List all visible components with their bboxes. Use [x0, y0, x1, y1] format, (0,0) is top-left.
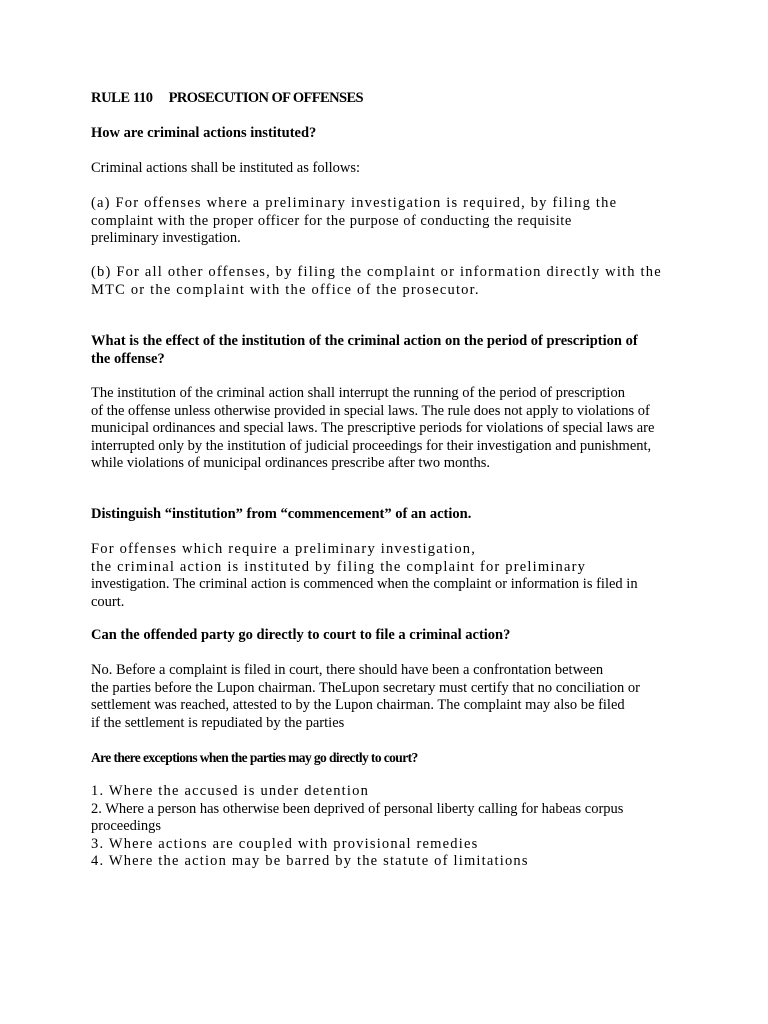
- answer-institution-vs-commencement: For offenses which require a preliminary investigation, the criminal action is instituted by filing the complaint for preliminary investigation. The criminal action is commenced when the complaint or information is filed in court.: [91, 541, 638, 610]
- rule-number: RULE 110: [91, 90, 153, 106]
- list-item: proceedings: [91, 818, 162, 834]
- question-prescription: What is the effect of the institution of the criminal action on the period of prescription of the offense?: [91, 333, 638, 367]
- list-item: 3. Where actions are coupled with provisional remedies: [91, 835, 479, 852]
- document-title: [91, 90, 681, 108]
- exceptions-list: [91, 783, 681, 871]
- list-item: 1. Where the accused is under detention: [91, 783, 370, 799]
- list-item: 4. Where the action may be barred by the statute of limitations: [91, 853, 529, 869]
- rule-name: PROSECUTION OF OFFENSES: [168, 90, 364, 106]
- answer-prescription: The institution of the criminal action shall interrupt the running of the period of prescription of the offense unless otherwise provided in special laws. The rule does not apply to violations of municipal ordinances and special laws. The prescriptive periods for violations of special laws are interrupted only by the institution of judicial proceedings for their investigation and punishment, while violations of municipal ordinances prescribe after two months.: [91, 385, 655, 471]
- paragraph-b: (b) For all other offenses, by filing the complaint or information directly with the MTC or the complaint with the office of the prosecutor.: [91, 264, 662, 298]
- list-item: 2. Where a person has otherwise been deprived of personal liberty calling for habeas corpus: [91, 800, 624, 817]
- question-direct-court: Can the offended party go directly to court to file a criminal action?: [91, 627, 511, 643]
- paragraph-a: (a) For offenses where a preliminary investigation is required, by filing the complaint with the proper officer for the purpose of conducting the requisite preliminary investigation.: [91, 195, 618, 246]
- question-institution-vs-commencement: Distinguish “institution” from “commencement” of an action.: [91, 506, 472, 522]
- question-institution: How are criminal actions instituted?: [91, 125, 317, 141]
- question-exceptions: Are there exceptions when the parties may go directly to court?: [91, 750, 418, 765]
- intro-paragraph: Criminal actions shall be instituted as follows:: [91, 160, 361, 176]
- answer-direct-court: No. Before a complaint is filed in court, there should have been a confrontation between the parties before the Lupon chairman. TheLupon secretary must certify that no conciliation or settlement was reached, attested to by the Lupon chairman. The complaint may also be filed if the settlement is repudiated by the parties: [91, 662, 640, 731]
